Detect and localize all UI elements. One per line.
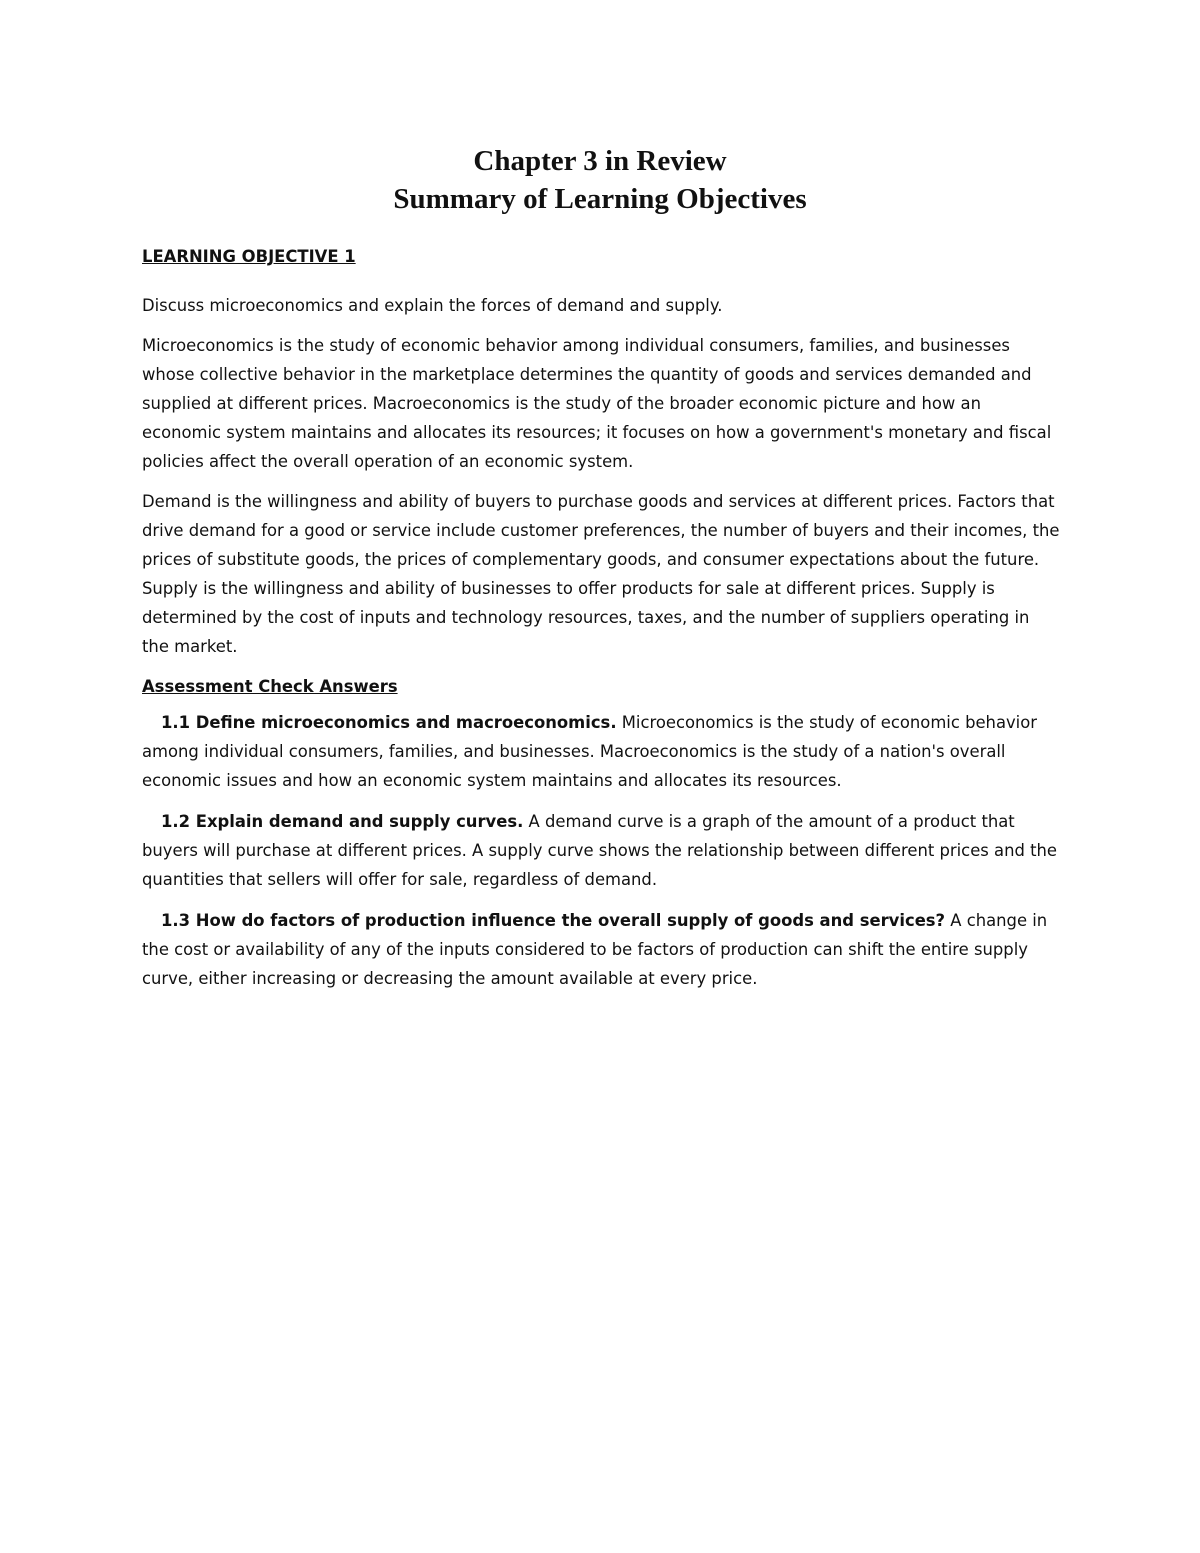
chapter-title: Chapter 3 in Review — [473, 145, 727, 177]
assessment-answer-1-1 — [142, 708, 1060, 795]
assessment-answer-1-2 — [142, 807, 1060, 894]
summary-paragraph-economics: Microeconomics is the study of economic behavior among individual consumers, families, and businesses whose collective behavior in the marketplace determines the quantity of goods and services demanded and supplied at different prices. Macroeconomics is the study of the broader economic picture and how an economic system maintains and allocates its resources; it focuses on how a government's monetary and fiscal policies affect the overall operation of an economic system. — [142, 336, 1052, 471]
learning-objective-heading: LEARNING OBJECTIVE 1 — [142, 247, 356, 266]
chapter-subtitle: Summary of Learning Objectives — [393, 183, 807, 215]
title-block — [0, 142, 1200, 218]
summary-paragraph-demand-supply: Demand is the willingness and ability of buyers to purchase goods and services at different prices. Factors that drive demand for a good or service include customer preferences, the number of buyers and their incomes, the prices of substitute goods, the prices of complementary goods, and consumer expectations about the future. Supply is the willingness and ability of businesses to offer products for sale at different prices. Supply is determined by the cost of inputs and technology resources, taxes, and the number of suppliers operating in the market. — [142, 492, 1060, 656]
assessment-question: 1.1 Define microeconomics and macroeconomics. — [161, 713, 617, 732]
assessment-heading: Assessment Check Answers — [142, 677, 398, 696]
assessment-question: 1.3 How do factors of production influence the overall supply of goods and services? — [161, 911, 946, 930]
assessment-answer-1-3 — [142, 906, 1060, 993]
assessment-question: 1.2 Explain demand and supply curves. — [161, 812, 524, 831]
assessment-answer-text: A change in the cost or availability of any of the inputs considered to be factors of production can shift the entire supply curve, either increasing or decreasing the amount available at every price. — [142, 911, 1048, 988]
assessment-answer-text: Microeconomics is the study of economic behavior among individual consumers, families, and businesses. Macroeconomics is the study of a nation's overall economic issues and how an economic system maintains and allocates its resources. — [142, 713, 1038, 790]
learning-objective-statement: Discuss microeconomics and explain the forces of demand and supply. — [142, 296, 723, 315]
assessment-answer-text: A demand curve is a graph of the amount of a product that buyers will purchase at different prices. A supply curve shows the relationship between different prices and the quantities that sellers will offer for sale, regardless of demand. — [142, 812, 1057, 889]
document-body — [142, 242, 1060, 1005]
